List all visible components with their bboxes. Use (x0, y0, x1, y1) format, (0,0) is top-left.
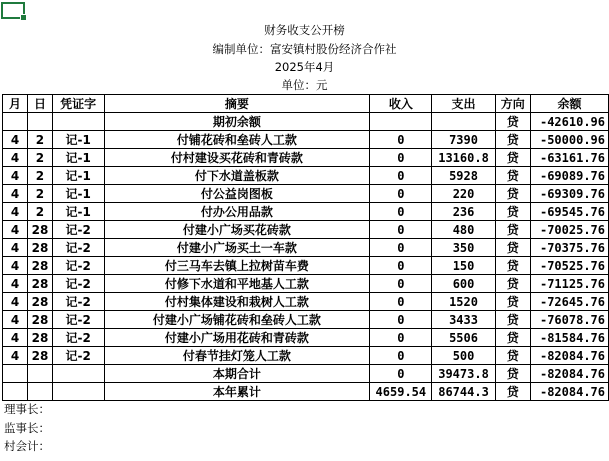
cell-month[interactable]: 4 (3, 293, 28, 311)
cell-month[interactable]: 4 (3, 329, 28, 347)
cell-voucher[interactable]: 记-2 (52, 239, 104, 257)
col-balance[interactable]: 余额 (530, 95, 608, 113)
cell-day[interactable]: 28 (28, 221, 53, 239)
col-voucher[interactable]: 凭证字 (52, 95, 104, 113)
cell-balance[interactable]: -42610.96 (530, 113, 608, 131)
cell-summary[interactable]: 付建小广场铺花砖和垒砖人工款 (104, 311, 370, 329)
cell-expense[interactable]: 600 (432, 275, 495, 293)
cell-direction[interactable]: 贷 (495, 149, 530, 167)
signature-chairman: 理事长： (4, 402, 50, 416)
cell-day[interactable]: 2 (28, 167, 53, 185)
table-row (3, 221, 609, 239)
cell-balance[interactable]: -69545.76 (530, 203, 608, 221)
cell-balance[interactable]: -82084.76 (530, 365, 608, 383)
cell-voucher[interactable]: 记-2 (52, 329, 104, 347)
cell-day[interactable]: 2 (28, 149, 53, 167)
cell-day[interactable]: 2 (28, 203, 53, 221)
cell-income[interactable]: 0 (370, 311, 432, 329)
cell-summary[interactable]: 付村建设买花砖和青砖款 (104, 149, 370, 167)
cell-income[interactable]: 0 (370, 203, 432, 221)
cell-income[interactable]: 4659.54 (370, 383, 432, 401)
cell-balance[interactable]: -82084.76 (530, 383, 608, 401)
cell-income[interactable]: 0 (370, 167, 432, 185)
cell-expense[interactable]: 350 (432, 239, 495, 257)
cell-day[interactable]: 28 (28, 347, 53, 365)
cell-summary[interactable]: 本年累计 (104, 383, 370, 401)
table-row (3, 329, 609, 347)
col-direction[interactable]: 方向 (495, 95, 530, 113)
cell-expense[interactable]: 480 (432, 221, 495, 239)
cell-summary[interactable]: 付修下水道和平地基人工款 (104, 275, 370, 293)
cell-day[interactable] (28, 365, 53, 383)
cell-summary[interactable]: 本期合计 (104, 365, 370, 383)
cell-day[interactable]: 28 (28, 293, 53, 311)
cell-direction[interactable]: 贷 (495, 203, 530, 221)
header-row (3, 95, 609, 113)
cell-direction[interactable]: 贷 (495, 347, 530, 365)
cell-voucher[interactable]: 记-1 (52, 167, 104, 185)
cell-day[interactable] (28, 113, 53, 131)
cell-summary[interactable]: 付铺花砖和垒砖人工款 (104, 131, 370, 149)
ledger-table (2, 94, 609, 401)
cell-expense[interactable]: 86744.3 (432, 383, 495, 401)
cell-direction[interactable]: 贷 (495, 329, 530, 347)
cell-month[interactable]: 4 (3, 131, 28, 149)
cell-summary[interactable]: 付村集体建设和栽树人工款 (104, 293, 370, 311)
cell-month[interactable]: 4 (3, 221, 28, 239)
col-month[interactable]: 月 (3, 95, 28, 113)
cell-balance[interactable]: -81584.76 (530, 329, 608, 347)
cell-voucher[interactable] (52, 113, 104, 131)
cell-month[interactable]: 4 (3, 275, 28, 293)
cell-direction[interactable]: 贷 (495, 167, 530, 185)
cell-voucher[interactable]: 记-2 (52, 311, 104, 329)
cell-summary[interactable]: 付春节挂灯笼人工款 (104, 347, 370, 365)
table-row (3, 383, 609, 401)
col-day[interactable]: 日 (28, 95, 53, 113)
cell-income[interactable]: 0 (370, 131, 432, 149)
cell-month[interactable]: 4 (3, 185, 28, 203)
cell-month[interactable] (3, 383, 28, 401)
cell-voucher[interactable]: 记-1 (52, 185, 104, 203)
cell-balance[interactable]: -70375.76 (530, 239, 608, 257)
cell-summary[interactable]: 付下水道盖板款 (104, 167, 370, 185)
cell-direction[interactable]: 贷 (495, 383, 530, 401)
cell-expense[interactable]: 1520 (432, 293, 495, 311)
table-row (3, 257, 609, 275)
cell-voucher[interactable]: 记-1 (52, 203, 104, 221)
cell-income[interactable] (370, 113, 432, 131)
cell-month[interactable]: 4 (3, 167, 28, 185)
col-income[interactable]: 收入 (370, 95, 432, 113)
cell-balance[interactable]: -72645.76 (530, 293, 608, 311)
cell-expense[interactable]: 236 (432, 203, 495, 221)
cell-day[interactable] (28, 383, 53, 401)
table-row (3, 167, 609, 185)
signature-accountant: 村会计： (4, 439, 50, 453)
report-title: 财务收支公开榜 (264, 23, 345, 37)
cell-balance[interactable]: -76078.76 (530, 311, 608, 329)
cell-direction[interactable]: 贷 (495, 365, 530, 383)
organization-unit: 编制单位：富安镇村股份经济合作社 (212, 42, 397, 56)
cell-income[interactable]: 0 (370, 347, 432, 365)
cell-income[interactable]: 0 (370, 239, 432, 257)
cell-voucher[interactable]: 记-2 (52, 293, 104, 311)
cell-balance[interactable]: -69309.76 (530, 185, 608, 203)
cell-direction[interactable]: 贷 (495, 221, 530, 239)
cell-expense[interactable]: 39473.8 (432, 365, 495, 383)
cell-day[interactable]: 28 (28, 275, 53, 293)
cell-day[interactable]: 28 (28, 239, 53, 257)
cell-direction[interactable]: 贷 (495, 113, 530, 131)
cell-expense[interactable]: 5928 (432, 167, 495, 185)
table-row (3, 239, 609, 257)
table-row (3, 347, 609, 365)
cell-summary[interactable]: 付建小广场买花砖款 (104, 221, 370, 239)
currency-unit: 单位：元 (281, 78, 328, 92)
signature-supervisor: 监事长： (4, 421, 50, 435)
cell-voucher[interactable]: 记-2 (52, 221, 104, 239)
cell-month[interactable]: 4 (3, 149, 28, 167)
cell-expense[interactable] (432, 113, 495, 131)
cell-balance[interactable]: -70025.76 (530, 221, 608, 239)
cell-voucher[interactable]: 记-2 (52, 347, 104, 365)
cell-expense[interactable]: 220 (432, 185, 495, 203)
cell-balance[interactable]: -63161.76 (530, 149, 608, 167)
cell-voucher[interactable]: 记-1 (52, 149, 104, 167)
cell-income[interactable]: 0 (370, 275, 432, 293)
cell-balance[interactable]: -71125.76 (530, 275, 608, 293)
cell-voucher[interactable]: 记-1 (52, 131, 104, 149)
cell-summary[interactable]: 付建小广场买土一车款 (104, 239, 370, 257)
cell-summary[interactable]: 付建小广场用花砖和青砖款 (104, 329, 370, 347)
cell-month[interactable] (3, 113, 28, 131)
table-row (3, 365, 609, 383)
table-row (3, 149, 609, 167)
cell-balance[interactable]: -50000.96 (530, 131, 608, 149)
cell-month[interactable]: 4 (3, 311, 28, 329)
cell-income[interactable]: 0 (370, 185, 432, 203)
cell-summary[interactable]: 付公益岗图板 (104, 185, 370, 203)
cell-day[interactable]: 28 (28, 329, 53, 347)
cell-direction[interactable]: 贷 (495, 257, 530, 275)
cell-day[interactable]: 2 (28, 131, 53, 149)
cell-expense[interactable]: 7390 (432, 131, 495, 149)
table-row (3, 185, 609, 203)
report-period: 2025年4月 (274, 60, 335, 74)
cell-voucher[interactable] (52, 383, 104, 401)
cell-income[interactable]: 0 (370, 293, 432, 311)
cell-income[interactable]: 0 (370, 329, 432, 347)
cell-direction[interactable]: 贷 (495, 275, 530, 293)
table-row (3, 293, 609, 311)
cell-month[interactable]: 4 (3, 239, 28, 257)
cell-income[interactable]: 0 (370, 365, 432, 383)
cell-month[interactable]: 4 (3, 257, 28, 275)
cell-expense[interactable]: 500 (432, 347, 495, 365)
cell-summary[interactable]: 付办公用品款 (104, 203, 370, 221)
selected-cell-cursor[interactable] (1, 2, 25, 19)
cell-voucher[interactable] (52, 365, 104, 383)
cell-income[interactable]: 0 (370, 257, 432, 275)
cell-day[interactable]: 28 (28, 311, 53, 329)
cell-direction[interactable]: 贷 (495, 293, 530, 311)
cell-voucher[interactable]: 记-2 (52, 275, 104, 293)
cell-income[interactable]: 0 (370, 221, 432, 239)
cell-expense[interactable]: 5506 (432, 329, 495, 347)
table-row (3, 113, 609, 131)
cell-month[interactable] (3, 365, 28, 383)
cell-summary[interactable]: 期初余额 (104, 113, 370, 131)
table-row (3, 203, 609, 221)
cell-balance[interactable]: -69089.76 (530, 167, 608, 185)
cell-direction[interactable]: 贷 (495, 311, 530, 329)
cell-month[interactable]: 4 (3, 347, 28, 365)
col-expense[interactable]: 支出 (432, 95, 495, 113)
cell-month[interactable]: 4 (3, 203, 28, 221)
col-summary[interactable]: 摘要 (104, 95, 370, 113)
cell-direction[interactable]: 贷 (495, 185, 530, 203)
table-row (3, 275, 609, 293)
cell-direction[interactable]: 贷 (495, 131, 530, 149)
cell-voucher[interactable]: 记-2 (52, 257, 104, 275)
cell-balance[interactable]: -70525.76 (530, 257, 608, 275)
cell-summary[interactable]: 付三马车去镇上拉树苗车费 (104, 257, 370, 275)
table-row (3, 311, 609, 329)
cell-day[interactable]: 28 (28, 257, 53, 275)
cell-balance[interactable]: -82084.76 (530, 347, 608, 365)
cell-direction[interactable]: 贷 (495, 239, 530, 257)
cell-day[interactable]: 2 (28, 185, 53, 203)
table-row (3, 131, 609, 149)
cell-expense[interactable]: 13160.8 (432, 149, 495, 167)
cell-expense[interactable]: 3433 (432, 311, 495, 329)
cell-expense[interactable]: 150 (432, 257, 495, 275)
cell-income[interactable]: 0 (370, 149, 432, 167)
